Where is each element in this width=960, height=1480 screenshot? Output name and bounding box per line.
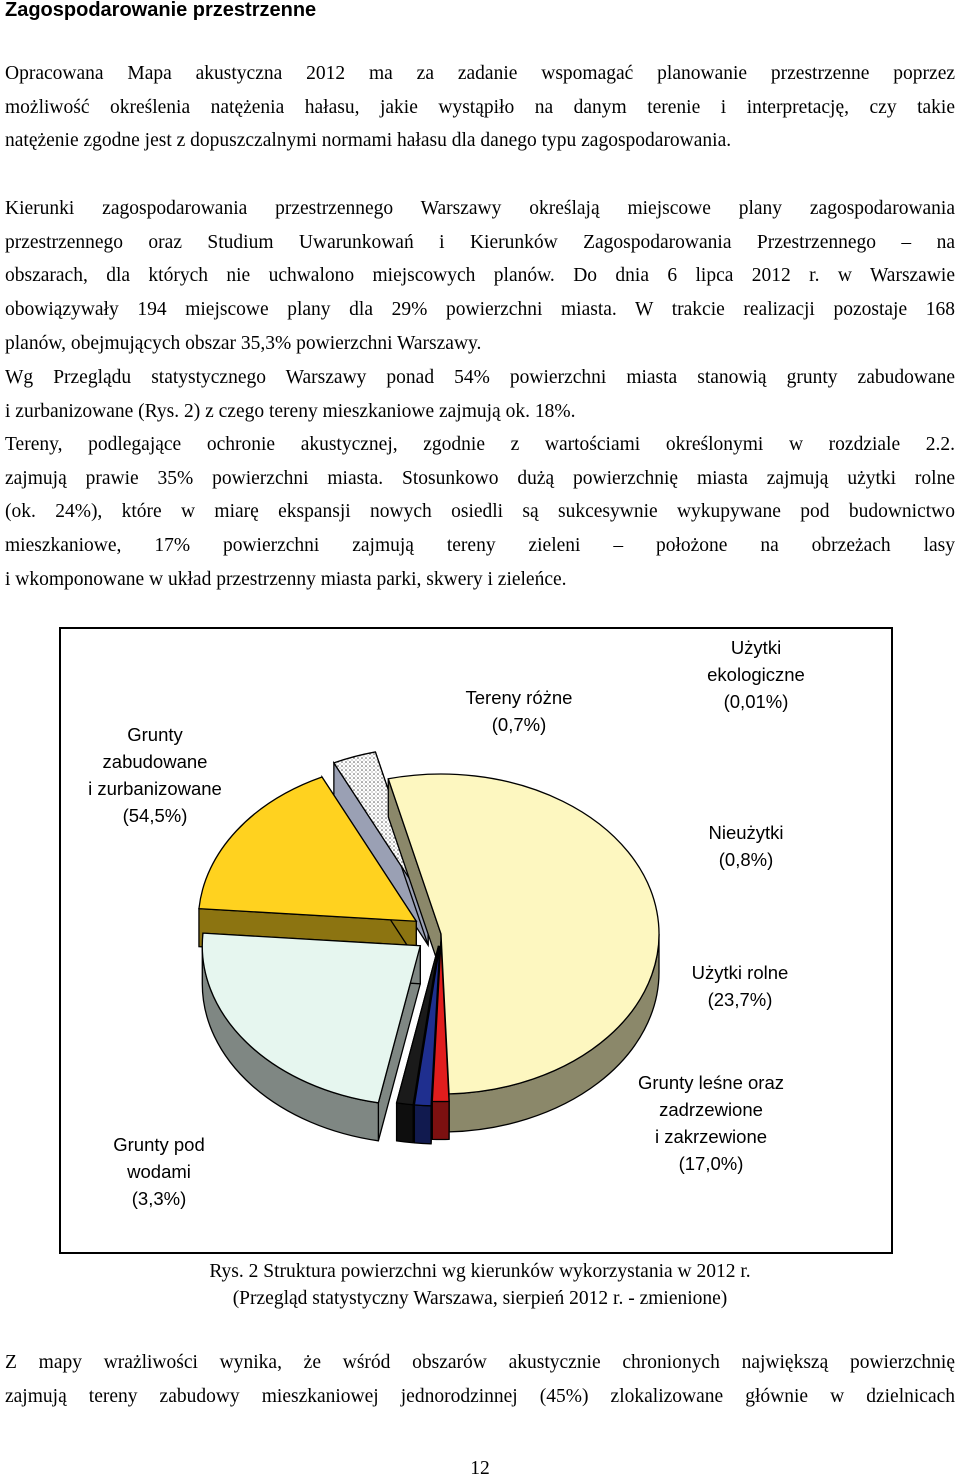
caption-line: Rys. 2 Struktura powierzchni wg kierunków wykorzystania w 2012 r. xyxy=(209,1261,751,1282)
page-number: 12 xyxy=(470,1458,490,1479)
text-line: przestrzennego oraz Studium Uwarunkowań i Kierunków Zagospodarowania Przestrzennego – na xyxy=(5,231,955,253)
text-line: możliwość określenia natężenia hałasu, jakie wystąpiło na danym terenie i interpretację, czy takie xyxy=(5,96,955,118)
paragraph-protected-areas xyxy=(5,428,955,597)
slice-label: Tereny różne (0,7%) xyxy=(465,687,573,735)
slice-label: Użytki ekologiczne (0,01%) xyxy=(707,637,805,712)
paragraph-built-up xyxy=(5,361,955,428)
text-line: obszarach, dla których nie uchwalono miejscowych planów. Do dnia 6 lipca 2012 r. w Warszawie xyxy=(5,265,955,287)
text-line: zajmują prawie 35% powierzchni miasta. Stosunkowo dużą powierzchnię miasta zajmują użytki rolne xyxy=(5,467,955,489)
caption-line: (Przegląd statystyczny Warszawa, sierpień 2012 r. - zmienione) xyxy=(232,1288,728,1309)
text-line: obowiązywały 194 miejscowe plany dla 29% powierzchni miasta. W trakcie realizacji pozostaje 168 xyxy=(5,299,955,321)
slice-label: Grunty pod wodami (3,3%) xyxy=(113,1134,205,1209)
figure-caption xyxy=(0,1258,960,1312)
slice-label: Nieużytki (0,8%) xyxy=(708,822,784,870)
paragraph-sensitivity-map xyxy=(5,1346,955,1413)
pie-chart-frame xyxy=(59,627,893,1254)
slice-label: Grunty leśne oraz zadrzewione i zakrzewione (17,0%) xyxy=(637,1072,785,1174)
paragraph-planning xyxy=(5,192,955,361)
pie-chart xyxy=(61,629,891,1252)
text-line: i wkomponowane w układ przestrzenny miasta parki, skwery i zieleńce. xyxy=(5,568,567,590)
text-line: Opracowana Mapa akustyczna 2012 ma za zadanie wspomagać planowanie przestrzenne poprzez xyxy=(5,63,955,84)
section-title: Zagospodarowanie przestrzenne xyxy=(5,0,317,21)
text-line: Tereny, podlegające ochronie akustycznej, zgodnie z wartościami określonymi w rozdziale 2.2. xyxy=(5,434,955,455)
text-line: Z mapy wrażliwości wynika, że wśród obszarów akustycznie chronionych największą powierzchnię xyxy=(5,1352,955,1373)
text-line: mieszkaniowe, 17% powierzchni zajmują tereny zieleni – położone na obrzeżach lasy xyxy=(5,535,955,557)
text-line: (ok. 24%), które w miarę ekspansji nowych osiedli są sukcesywnie wykupywane pod budownictwo xyxy=(5,501,955,523)
text-line: Kierunki zagospodarowania przestrzennego Warszawy określają miejscowe plany zagospodarowania xyxy=(5,198,955,219)
text-line: i zurbanizowane (Rys. 2) z czego tereny mieszkaniowe zajmują ok. 18%. xyxy=(5,400,576,422)
text-line: natężenie zgodne jest z dopuszczalnymi normami hałasu dla danego typu zagospodarowania. xyxy=(5,130,732,152)
slice-label: Grunty zabudowane i zurbanizowane (54,5%) xyxy=(88,724,222,826)
text-line: planów, obejmujących obszar 35,3% powierzchni Warszawy. xyxy=(5,332,482,354)
slice-label: Użytki rolne (23,7%) xyxy=(691,962,789,1010)
text-line: Wg Przeglądu statystycznego Warszawy ponad 54% powierzchni miasta stanowią grunty zabudowane xyxy=(5,367,955,388)
paragraph-noise-map xyxy=(5,57,955,158)
text-line: zajmują tereny zabudowy mieszkaniowej jednorodzinnej (45%) zlokalizowane głównie w dzielnicach xyxy=(5,1385,955,1407)
pie-slice xyxy=(202,933,420,1141)
